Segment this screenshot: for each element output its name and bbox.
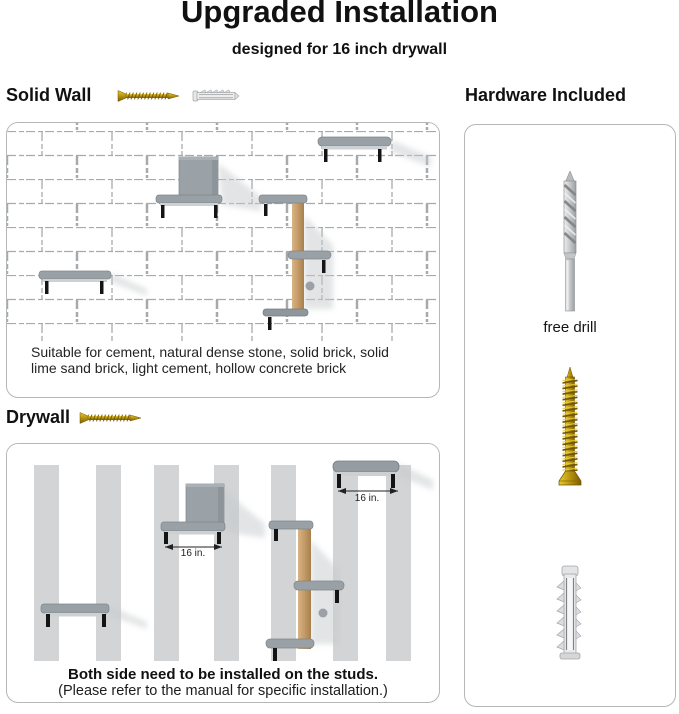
hardware-heading: Hardware Included — [465, 85, 627, 105]
solid-wall-caption — [31, 345, 389, 376]
wall-anchor-icon — [553, 565, 587, 665]
drywall-header — [6, 407, 141, 428]
brick-wall-illustration — [7, 123, 439, 341]
dimension-label: 16 in. — [354, 493, 380, 504]
drill-bit-icon — [552, 171, 588, 313]
drywall-heading: Drywall — [6, 407, 71, 427]
drill-label: free drill — [543, 319, 597, 336]
dimension-label: 16 in. — [180, 548, 206, 559]
solid-wall-header — [6, 85, 240, 106]
cat-ball-toy — [319, 609, 328, 618]
gold-screw-icon — [556, 367, 584, 493]
page-title: Upgraded Installation — [181, 0, 498, 29]
screw-icon — [79, 412, 141, 424]
cat-ball-toy — [306, 282, 315, 291]
caption-line: Suitable for cement, natural dense stone, solid brick, solid — [31, 344, 389, 360]
hardware-item-anchor — [465, 565, 675, 665]
hardware-panel — [464, 124, 676, 707]
wall-anchor-icon — [192, 89, 240, 103]
solid-wall-heading: Solid Wall — [6, 85, 92, 105]
drywall-panel — [6, 443, 440, 703]
hardware-item-screw — [465, 367, 675, 493]
drywall-note-bold: Both side need to be installed on the studs. — [67, 666, 379, 683]
drywall-note — [7, 666, 439, 700]
caption-line: lime sand brick, light cement, hollow concrete brick — [31, 359, 347, 376]
solid-wall-panel — [6, 122, 440, 398]
drywall-note-regular: (Please refer to the manual for specific installation.) — [58, 683, 388, 699]
screw-icon — [117, 90, 179, 102]
hardware-header — [465, 85, 626, 106]
hardware-item-drill — [465, 171, 675, 313]
page-subtitle: designed for 16 inch drywall — [231, 41, 448, 58]
